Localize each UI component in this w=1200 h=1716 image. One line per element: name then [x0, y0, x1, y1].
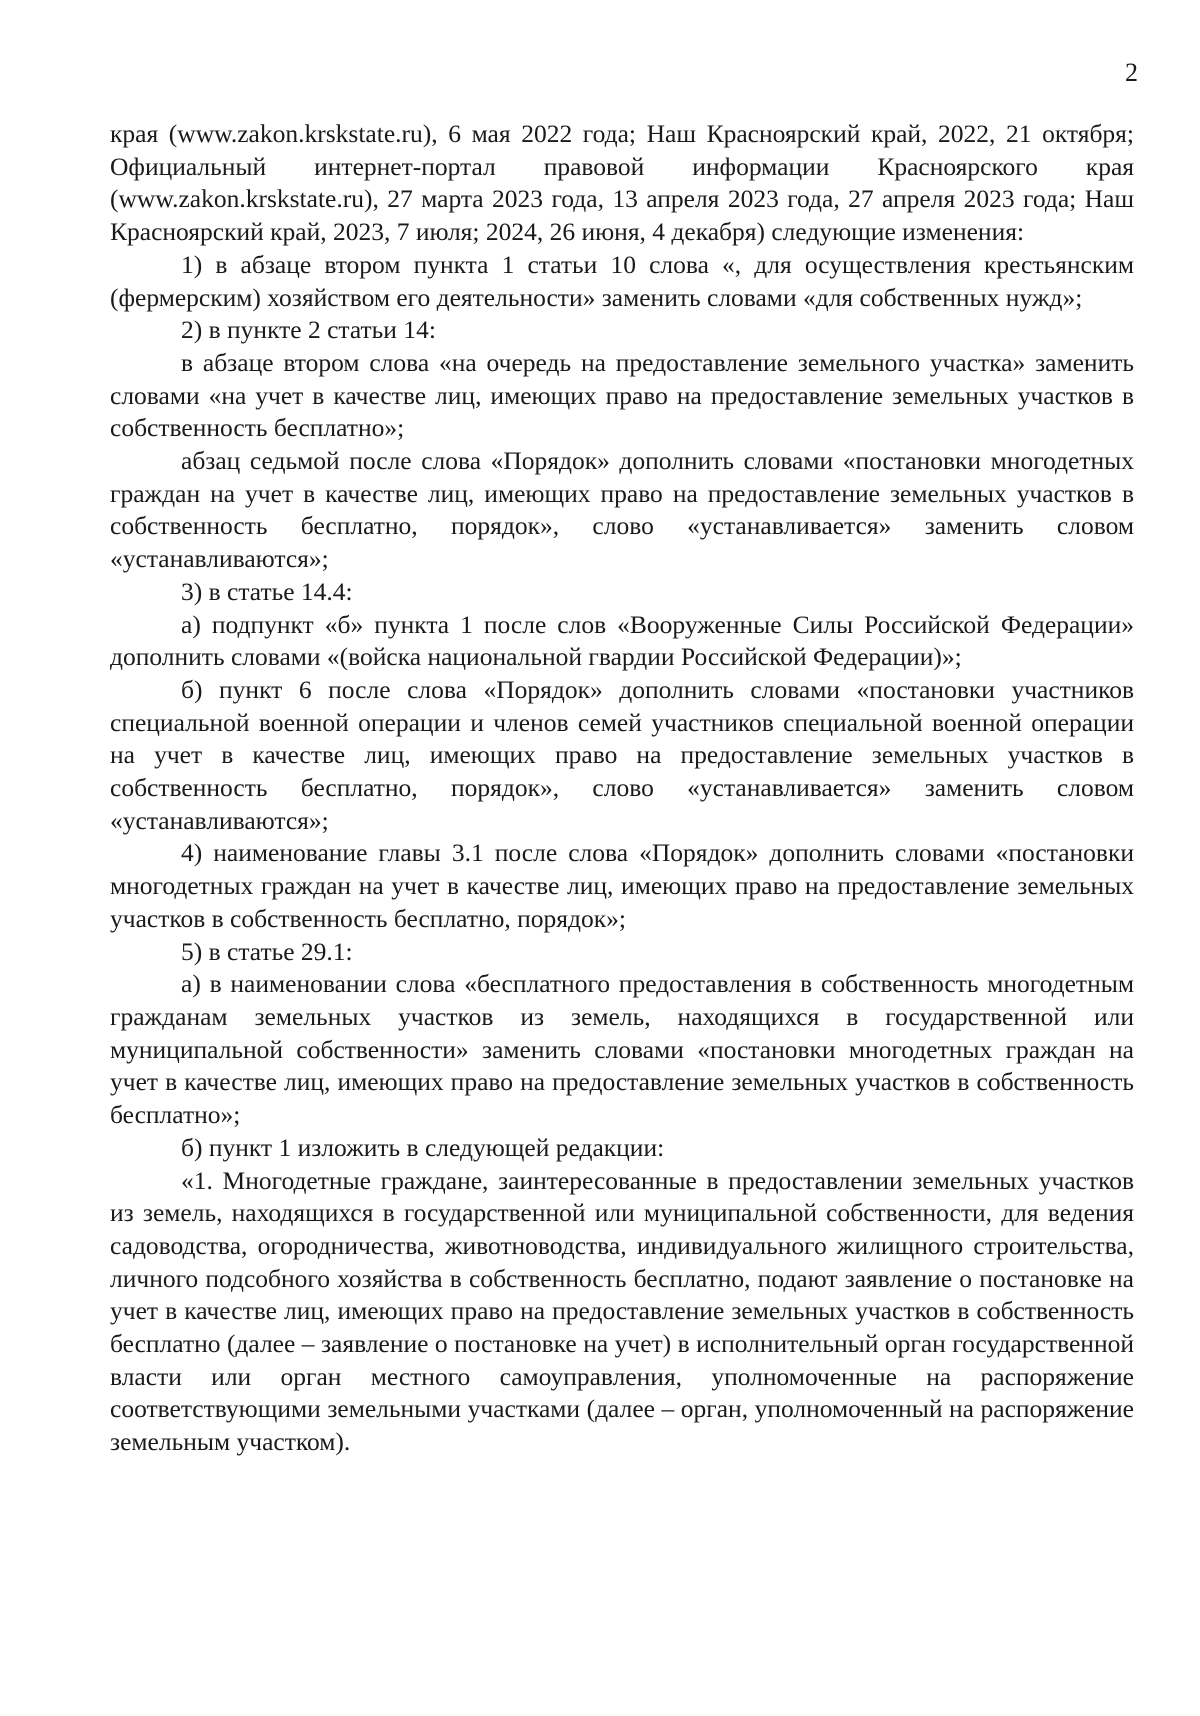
paragraph-2: 1) в абзаце втором пункта 1 статьи 10 слова «, для осуществления крестьянским (фермерским) хозяйством его деятельности» заменить словами «для собственных нужд»; [110, 249, 1134, 312]
paragraph-5: абзац седьмой после слова «Порядок» дополнить словами «постановки многодетных граждан на учет в качестве лиц, имеющих право на предоставление земельных участков в собственность бесплатно, порядок», слово «устанавливается» заменить словом «устанавливаются»; [110, 446, 1134, 574]
paragraph-12: б) пункт 1 изложить в следующей редакции: [181, 1132, 665, 1162]
paragraph-9: 4) наименование главы 3.1 после слова «Порядок» дополнить словами «постановки многодетных граждан на учет в качестве лиц, имеющих право на предоставление земельных участков в собственность бесплатно, порядок»; [110, 838, 1134, 933]
paragraph-3: 2) в пункте 2 статьи 14: [181, 315, 436, 345]
paragraph-6: 3) в статье 14.4: [181, 576, 353, 606]
document-body [110, 118, 1134, 1459]
paragraph-4: в абзаце втором слова «на очередь на предоставление земельного участка» заменить словами «на учет в качестве лиц, имеющих право на предоставление земельных участков в собственность бесплатно»; [110, 347, 1134, 443]
paragraph-10: 5) в статье 29.1: [181, 936, 353, 966]
paragraph-7: а) подпункт «б» пункта 1 после слов «Вооруженные Силы Российской Федерации» дополнить словами «(войска национальной гвардии Российской Федерации)»; [110, 609, 1134, 672]
page-number: 2 [1125, 58, 1138, 87]
paragraph-8: б) пункт 6 после слова «Порядок» дополнить словами «постановки участников специальной военной операции и членов семей участников специальной военной операции на учет в качестве лиц, имеющих право на предоставление земельных участков в собственность бесплатно, порядок», слово «устанавливается» заменить словом «устанавливаются»; [110, 674, 1134, 835]
paragraph-1: края (www.zakon.krskstate.ru), 6 мая 2022 года; Наш Красноярский край, 2022, 21 октября; Официальный интернет-портал правовой информации Красноярского края (www.zakon.krskstate.ru), 27 марта 2023 года, 13 апреля 2023 года, 27 апреля 2023 года; Наш Красноярский край, 2023, 7 июля; 2024, 26 июня, 4 декабря) следующие изменения: [110, 119, 1134, 247]
paragraph-11: а) в наименовании слова «бесплатного предоставления в собственность многодетным гражданам земельных участков из земель, находящихся в государственной или муниципальной собственности» заменить словами «постановки многодетных граждан на учет в качестве лиц, имеющих право на предоставление земельных участков в собственность бесплатно»; [110, 969, 1134, 1130]
paragraph-13: «1. Многодетные граждане, заинтересованные в предоставлении земельных участков из земель, находящихся в государственной или муниципальной собственности, для ведения садоводства, огородничества, животноводства, индивидуального жилищного строительства, личного подсобного хозяйства в собственность бесплатно, подают заявление о постановке на учет в качестве лиц, имеющих право на предоставление земельных участков в собственность бесплатно (далее – заявление о постановке на учет) в исполнительный орган государственной власти или орган местного самоуправления, уполномоченные на распоряжение соответствующими земельными участками (далее – орган, уполномоченный на распоряжение земельным участком). [110, 1165, 1134, 1457]
